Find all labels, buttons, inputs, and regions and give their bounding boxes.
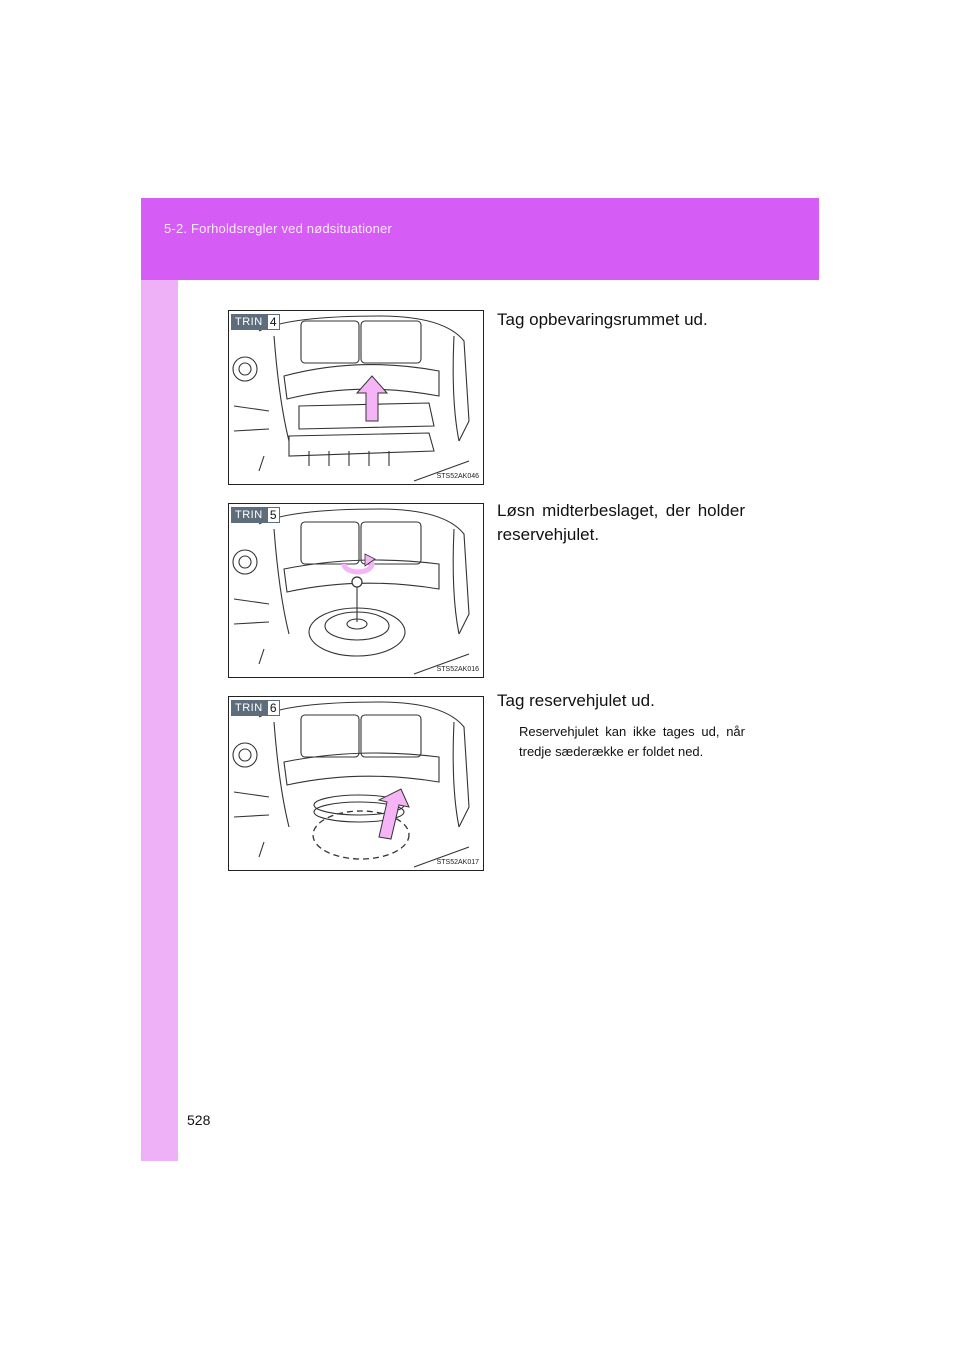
lift-up-arrow-icon bbox=[357, 376, 387, 421]
figure-step-5 bbox=[228, 503, 484, 678]
figure-code: STS52AK046 bbox=[436, 473, 479, 480]
step-badge-number: 5 bbox=[267, 507, 280, 523]
step-badge-number: 6 bbox=[267, 700, 280, 716]
figure-step-6 bbox=[228, 696, 484, 871]
step-6-instruction: Tag reservehjulet ud. bbox=[497, 691, 655, 710]
figure-code: STS52AK016 bbox=[436, 666, 479, 673]
cargo-area-illustration bbox=[229, 697, 484, 871]
step-6-note: Reservehjulet kan ikke tages ud, når tredje sæderække er foldet ned. bbox=[519, 724, 745, 759]
step-badge-label: TRIN bbox=[231, 314, 267, 330]
step-5-instruction: Løsn midterbeslaget, der holder reservehjulet. bbox=[497, 501, 745, 544]
step-badge bbox=[231, 314, 280, 330]
step-badge-label: TRIN bbox=[231, 700, 267, 716]
section-header bbox=[141, 198, 819, 280]
step-badge bbox=[231, 700, 280, 716]
side-margin-bar bbox=[141, 198, 178, 1161]
cargo-area-illustration bbox=[229, 311, 484, 485]
step-badge-number: 4 bbox=[267, 314, 280, 330]
figure-step-4 bbox=[228, 310, 484, 485]
center-bolt-icon bbox=[352, 577, 362, 587]
step-4-instruction: Tag opbevaringsrummet ud. bbox=[497, 310, 708, 329]
cargo-area-illustration bbox=[229, 504, 484, 678]
section-title: 5-2. Forholdsregler ved nødsituationer bbox=[164, 221, 392, 236]
step-badge bbox=[231, 507, 280, 523]
step-badge-label: TRIN bbox=[231, 507, 267, 523]
page-number: 528 bbox=[187, 1112, 211, 1128]
figure-code: STS52AK017 bbox=[436, 859, 479, 866]
